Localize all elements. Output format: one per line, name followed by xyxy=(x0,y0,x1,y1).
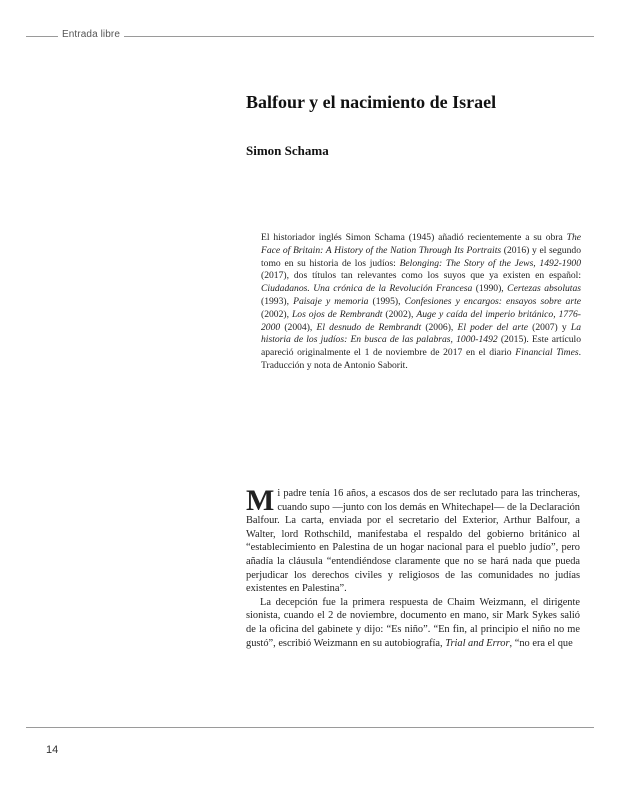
work-title: La historia de los judíos: En busca de las palabras, 1000-1492 xyxy=(261,321,582,346)
work-title: Certezas absolutas xyxy=(507,283,581,295)
body-paragraph-2 xyxy=(246,596,580,650)
work-title: The Face of Britain: A History of the Nation Through Its Portraits xyxy=(261,232,581,256)
abstract-text: (1993), xyxy=(261,295,294,307)
work-title: Auge y caída del imperio británico, 1776-2000 xyxy=(261,308,581,333)
work-title: Belonging: The Story of the Jews, 1492-1900 xyxy=(399,257,581,269)
work-title: El poder del arte xyxy=(457,321,529,333)
abstract-text: (2016) y el segundo tomo en su historia de los judíos: xyxy=(261,244,581,269)
footer-rule xyxy=(26,727,594,728)
book-title: Trial and Error xyxy=(445,637,510,649)
body-paragraph-1 xyxy=(246,484,580,596)
header-rule-left xyxy=(26,36,58,37)
abstract-text: (2017), dos títulos tan relevantes como los suyos que ya existen en español: xyxy=(261,270,581,282)
paragraph-text: i padre tenía 16 años, a escasos dos de ser reclutado para las trincheras, cuando supo —junto con los demás en Whitechapel— de la Declaración Balfour. La carta, enviada por el secretario del Exterior, Arthur Balfour, a Walter, lord Rothschild, manifestaba el respaldo del gobierno británico al “establecimiento en Palestina de un hogar nacional para el pueblo judío”, pero añadía la cláusula “entendiéndose claramente que no se hará nada que pueda perjudicar los derechos civiles y religiosos de las comunidades no judías existentes en Palestina”. xyxy=(246,488,580,595)
article-title: Balfour y el nacimiento de Israel xyxy=(246,92,497,112)
page-number: 14 xyxy=(46,744,59,756)
article-author: Simon Schama xyxy=(246,143,329,158)
abstract-text: (1995), xyxy=(368,295,405,307)
abstract-text: (2004), xyxy=(280,321,317,333)
abstract-text: (2007) y xyxy=(528,321,571,333)
work-title: Los ojos de Rembrandt xyxy=(291,308,383,320)
work-title: Financial Times xyxy=(515,347,579,359)
abstract-text: (2015). Este artículo apareció originalmente el 1 de noviembre de 2017 en el diario xyxy=(261,334,581,359)
drop-cap: M xyxy=(246,484,275,517)
author-bio-abstract xyxy=(261,232,581,373)
paragraph-text: La decepción fue la primera respuesta de Chaim Weizmann, el dirigente sionista, cuando el 2 de noviembre, documento en mano, sir Mark Sykes salió de la oficina del gabinete y dijo: “Es niño”. “En fin, al principio el niño no me gustó”, escribió Weizmann en su autobiografía, xyxy=(246,596,580,649)
abstract-text: (2002), xyxy=(382,308,417,320)
article-body xyxy=(246,484,580,650)
header-rule-right xyxy=(124,36,594,37)
work-title: Ciudadanos. Una crónica de la Revolución Francesa xyxy=(261,283,473,295)
abstract-text: El historiador inglés Simon Schama (1945) añadió recientemente a su obra xyxy=(261,232,567,243)
work-title: El desnudo de Rembrandt xyxy=(316,321,422,333)
section-label: Entrada libre xyxy=(62,29,120,40)
abstract-text: (2006), xyxy=(421,321,458,333)
work-title: Paisaje y memoria xyxy=(293,295,369,307)
paragraph-text: , “no era el que xyxy=(509,637,573,649)
abstract-text: . Traducción y nota de Antonio Saborit. xyxy=(261,347,581,371)
work-title: Confesiones y encargos: ensayos sobre arte xyxy=(404,295,581,307)
abstract-text: (1990), xyxy=(472,283,508,295)
abstract-text: (2002), xyxy=(261,308,292,320)
